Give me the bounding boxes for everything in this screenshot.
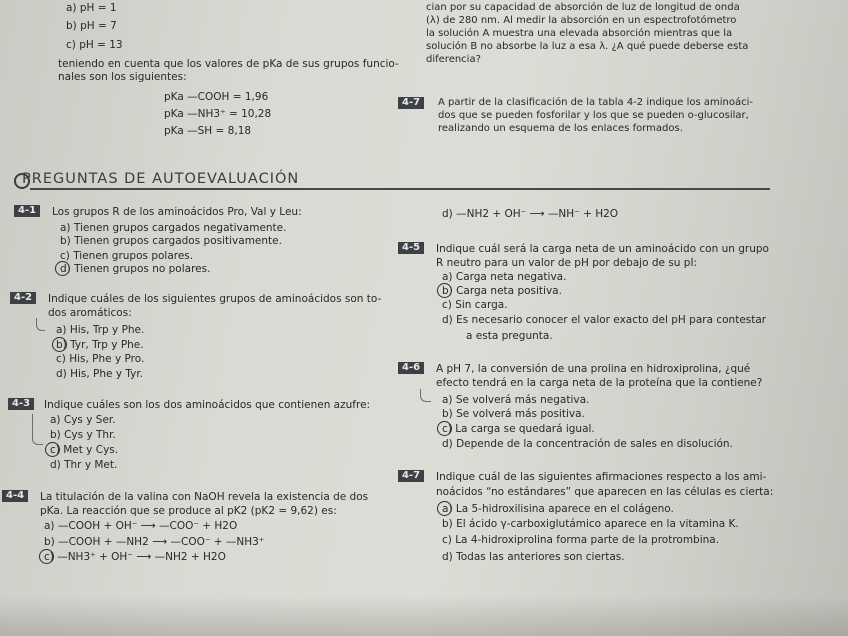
q45-option-d-line-1: d) Es necesario conocer el valor exacto del pH para contestar — [442, 314, 767, 326]
answer-circle-mark — [437, 421, 452, 436]
q47-top-line-1: A partir de la clasificación de la tabla 4-2 indique los aminoáci- — [438, 97, 754, 108]
q47-option-a: a) La 5-hidroxilisina aparece en el colágeno. — [442, 503, 674, 515]
question-number-badge: 4-4 — [2, 490, 28, 502]
section-title: PREGUNTAS DE AUTOEVALUACIÓN — [22, 171, 300, 187]
top-right-line-5: diferencia? — [426, 54, 481, 65]
q42-line-2: dos aromáticos: — [48, 307, 132, 319]
answer-circle-mark — [45, 442, 60, 457]
q42-option-c: c) His, Phe y Pro. — [56, 353, 145, 365]
answer-circle-mark — [39, 549, 54, 564]
q45-line-1: Indique cuál será la carga neta de un aminoácido con un grupo — [436, 243, 769, 255]
question-number-badge: 4-6 — [398, 362, 424, 374]
question-number-badge: 4-3 — [8, 398, 34, 410]
intro-line-2: nales son los siguientes: — [58, 71, 187, 83]
q41-option-d: d) Tienen grupos no polares. — [60, 263, 211, 275]
answer-circle-mark — [52, 337, 67, 352]
q45-line-2: R neutro para un valor de pH por debajo de su pI: — [436, 257, 698, 269]
q46-option-d: d) Depende de la concentración de sales en disolución. — [442, 438, 733, 450]
option-c: c) pH = 13 — [66, 39, 123, 51]
top-right-line-1: cian por su capacidad de absorción de luz de longitud de onda — [426, 2, 740, 13]
answer-circle-mark — [437, 501, 452, 516]
q44-line-1: La titulación de la valina con NaOH revela la existencia de dos — [40, 491, 369, 503]
pk-nh3: pKa —NH3⁺ = 10,28 — [164, 108, 272, 120]
q47-top-line-3: realizando un esquema de los enlaces formados. — [438, 123, 683, 134]
q43-option-b: b) Cys y Thr. — [50, 429, 116, 441]
q47-line-1: Indique cuál de las siguientes afirmaciones respecto a los ami- — [436, 471, 767, 483]
q41-text: Los grupos R de los aminoácidos Pro, Val y Leu: — [52, 206, 302, 218]
q45-option-c: c) Sin carga. — [442, 299, 508, 311]
question-number-badge: 4-5 — [398, 242, 424, 254]
q44-option-c: c) —NH3⁺ + OH⁻ ⟶ —NH2 + H2O — [44, 551, 226, 563]
q44-option-b: b) —COOH + —NH2 ⟶ —COO⁻ + —NH3⁺ — [44, 536, 265, 548]
pk-cooh: pKa —COOH = 1,96 — [164, 91, 269, 103]
q45-option-b: b) Carga neta positiva. — [442, 285, 562, 297]
q43-text: Indique cuáles son los dos aminoácidos que contienen azufre: — [44, 399, 371, 411]
pk-sh: pKa —SH = 8,18 — [164, 125, 252, 137]
top-right-line-4: solución B no absorbe la luz a esa λ. ¿A qué puede deberse esta — [426, 41, 749, 52]
q42-line-1: Indique cuáles de los siguientes grupos de aminoácidos son to- — [48, 293, 382, 305]
question-number-badge: 4-1 — [14, 205, 40, 217]
question-number-badge: 4-7 — [398, 470, 424, 482]
pen-mark — [36, 318, 45, 331]
q45-option-d-line-2: a esta pregunta. — [466, 330, 553, 342]
q46-option-c: c) La carga se quedará igual. — [442, 423, 595, 435]
q42-option-d: d) His, Phe y Tyr. — [56, 368, 144, 380]
q44-line-2: pKa. La reacción que se produce al pK2 (pK2 = 9,62) es: — [40, 505, 337, 517]
q47-option-d: d) Todas las anteriores son ciertas. — [442, 551, 625, 563]
q47-line-2: noácidos “no estándares” que aparecen en las células es cierta: — [436, 486, 774, 498]
q42-option-a: a) His, Trp y Phe. — [56, 324, 145, 336]
q42-option-b: b) Tyr, Trp y Phe. — [56, 339, 144, 351]
question-number-badge: 4-7 — [398, 97, 424, 109]
question-number-badge: 4-2 — [10, 292, 36, 304]
page-shadow — [0, 596, 848, 636]
intro-line-1: teniendo en cuenta que los valores de pKa de sus grupos funcio- — [58, 58, 399, 70]
q46-option-a: a) Se volverá más negativa. — [442, 394, 590, 406]
q43-option-c: c) Met y Cys. — [50, 444, 119, 456]
q46-line-2: efecto tendrá en la carga neta de la proteína que la contiene? — [436, 377, 763, 389]
top-right-line-2: (λ) de 280 nm. Al medir la absorción en un espectrofotómetro — [426, 15, 737, 26]
pen-mark — [420, 389, 431, 402]
answer-circle-mark — [437, 283, 452, 298]
top-right-line-3: la solución A muestra una elevada absorción mientras que la — [426, 28, 733, 39]
q41-option-b: b) Tienen grupos cargados positivamente. — [60, 235, 282, 247]
section-rule — [30, 188, 770, 190]
answer-circle-mark — [55, 261, 70, 276]
q44-option-a: a) —COOH + OH⁻ ⟶ —COO⁻ + H2O — [44, 520, 238, 532]
q43-option-a: a) Cys y Ser. — [50, 414, 116, 426]
pen-mark — [32, 414, 43, 445]
q47-option-c: c) La 4-hidroxiprolina forma parte de la protrombina. — [442, 534, 720, 546]
q46-line-1: A pH 7, la conversión de una prolina en hidroxiprolina, ¿qué — [436, 363, 751, 375]
q44-option-d: d) —NH2 + OH⁻ ⟶ —NH⁻ + H2O — [442, 208, 619, 220]
option-a: a) pH = 1 — [66, 2, 117, 14]
option-b: b) pH = 7 — [66, 20, 117, 32]
q45-option-a: a) Carga neta negativa. — [442, 271, 567, 283]
q41-option-a: a) Tienen grupos cargados negativamente. — [60, 222, 287, 234]
q47-top-line-2: dos que se pueden fosforilar y los que se pueden o-glucosilar, — [438, 110, 749, 121]
q41-option-c: c) Tienen grupos polares. — [60, 250, 194, 262]
q47-option-b: b) El ácido γ-carboxiglutámico aparece en la vitamina K. — [442, 518, 739, 530]
q43-option-d: d) Thr y Met. — [50, 459, 118, 471]
q46-option-b: b) Se volverá más positiva. — [442, 408, 585, 420]
